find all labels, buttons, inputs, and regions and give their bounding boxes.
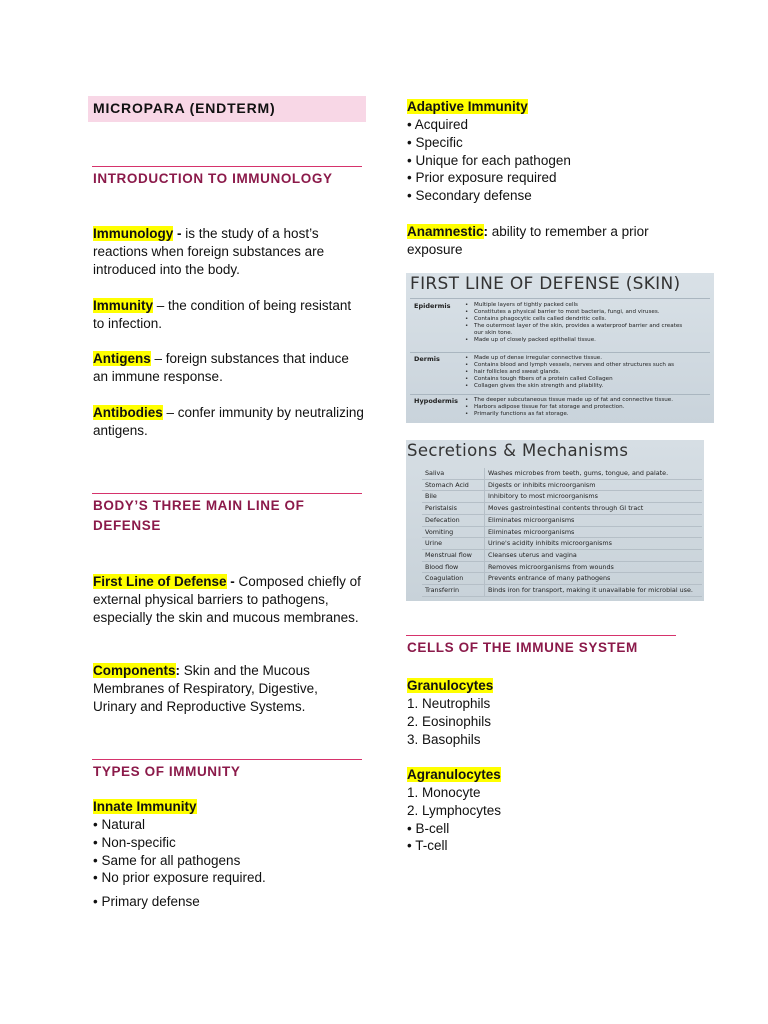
skin-item: • Made up of dense irregular connective tissue. [474, 355, 710, 362]
secretion-mechanism: Prevents entrance of many pathogens [485, 573, 703, 585]
secretion-name: Urine [422, 538, 485, 550]
term-colon: : [175, 663, 180, 678]
adaptive-list [407, 116, 707, 205]
table-row [422, 585, 702, 597]
definition-text: Skin and the Mucous Membranes of Respiratory, Digestive, Urinary and Reproductive Systems. [93, 663, 318, 714]
list-item: • Acquired [407, 117, 469, 132]
granulocytes-block [407, 677, 687, 748]
skin-item: • Collagen gives the skin strength and pliability. [474, 383, 710, 390]
secretion-mechanism: Inhibitory to most microorganisms [485, 491, 703, 503]
table-row [422, 503, 702, 515]
secretion-mechanism: Washes microbes from teeth, gums, tongue, and palate. [485, 468, 703, 479]
skin-item: • Multiple layers of tightly packed cells [474, 302, 710, 309]
secretions-image [406, 440, 704, 601]
section-heading-defense: BODY’S THREE MAIN LINE OF DEFENSE [93, 498, 305, 533]
term-antibodies: Antibodies [93, 405, 163, 420]
secretion-mechanism: Urine's acidity inhibits microorganisms [485, 538, 703, 550]
skin-item: • Made up of closely packed epithelial tissue. [474, 337, 710, 344]
secretion-mechanism: Binds iron for transport, making it unavailable for microbial use. [485, 585, 703, 597]
list-item: 1. Neutrophils [407, 696, 491, 711]
skin-row-epidermis [410, 298, 710, 353]
term-dash: - [173, 226, 182, 241]
definition-text: – confer immunity by neutralizing antigens. [93, 405, 364, 438]
secretion-mechanism: Cleanses uterus and vagina [485, 549, 703, 561]
table-row [422, 514, 702, 526]
term-adaptive-immunity: Adaptive Immunity [407, 99, 528, 114]
list-item: • Unique for each pathogen [407, 152, 571, 168]
list-item: 3. Basophils [407, 731, 481, 747]
definition-text: – the condition of being resistant to infection. [93, 298, 352, 331]
list-item: • No prior exposure required. [93, 870, 266, 886]
secretion-name: Blood flow [422, 561, 485, 573]
definition-antibodies [93, 404, 365, 440]
skin-item: • Primarily functions as fat storage. [474, 411, 710, 418]
definition-antigens [93, 350, 365, 386]
skin-row-dermis [410, 352, 710, 395]
secretion-name: Defecation [422, 514, 485, 526]
skin-item: our skin tone. [474, 330, 513, 336]
definition-text: ability to remember a prior exposure [407, 224, 649, 257]
term-immunity: Immunity [93, 298, 154, 313]
skin-row-hypodermis [410, 394, 710, 422]
secretion-mechanism: Eliminates microorganisms [485, 526, 703, 538]
section-divider [92, 493, 362, 494]
agranulocytes-block [407, 766, 687, 855]
table-row [422, 573, 702, 585]
secretion-name: Bile [422, 491, 485, 503]
innate-immunity-block [93, 798, 365, 911]
secretion-mechanism: Eliminates microorganisms [485, 514, 703, 526]
definition-text: Composed chiefly of external physical barriers to pathogens, especially the skin and mucous membranes. [93, 574, 361, 625]
term-agranulocytes: Agranulocytes [407, 767, 501, 782]
secretion-mechanism: Moves gastrointestinal contents through GI tract [485, 503, 703, 515]
definition-components [93, 662, 365, 716]
list-item: 2. Lymphocytes [407, 802, 502, 818]
secretion-name: Coagulation [422, 573, 485, 585]
skin-row-items [474, 302, 710, 344]
definition-text: is the study of a host’s reactions when foreign substances are introduced into the body. [93, 226, 325, 277]
list-item: • Specific [407, 134, 463, 150]
document-title-box [88, 96, 366, 122]
definition-text: – foreign substances that induce an immune response. [93, 351, 349, 384]
secretion-name: Peristalsis [422, 503, 485, 515]
secretion-name: Saliva [422, 468, 485, 479]
skin-row-label: Hypodermis [414, 397, 458, 405]
skin-item: • Contains tough fibers of a protein called Collagen [474, 376, 710, 383]
table-row [422, 491, 702, 503]
secretions-image-title: Secretions & Mechanisms [407, 441, 629, 460]
table-row [422, 479, 702, 491]
list-item: 1. Monocyte [407, 785, 481, 800]
skin-defense-image [406, 273, 714, 423]
skin-item: • hair follicles and sweat glands. [474, 369, 710, 376]
list-item: 2. Eosinophils [407, 713, 492, 729]
granulocytes-list [407, 695, 687, 748]
table-row [422, 561, 702, 573]
list-item: • Prior exposure required [407, 170, 557, 186]
secretion-name: Transferrin [422, 585, 485, 597]
skin-image-title: FIRST LINE OF DEFENSE (SKIN) [410, 274, 681, 294]
secretion-mechanism: Digests or inhibits microorganism [485, 479, 703, 491]
term-colon: : [483, 224, 489, 239]
secretion-mechanism: Removes microorganisms from wounds [485, 561, 703, 573]
skin-item: • Harbors adipose tissue for fat storage and protection. [474, 404, 710, 411]
section-divider [92, 759, 362, 760]
term-dash: - [226, 574, 235, 589]
secretion-name: Stomach Acid [422, 479, 485, 491]
section-divider [92, 166, 362, 167]
innate-list [93, 816, 365, 911]
skin-row-label: Dermis [414, 355, 440, 363]
table-row [422, 468, 702, 479]
skin-item: • The outermost layer of the skin, provides a waterproof barrier and creates [474, 323, 710, 330]
secretions-table [422, 468, 702, 597]
table-row [422, 526, 702, 538]
term-anamnestic: Anamnestic [407, 224, 484, 239]
list-item: • B-cell [407, 820, 450, 836]
skin-item: • Contains phagocytic cells called dendritic cells. [474, 316, 710, 323]
list-item: • Secondary defense [407, 188, 532, 204]
secretion-name: Vomiting [422, 526, 485, 538]
skin-row-label: Epidermis [414, 302, 451, 310]
term-antigens: Antigens [93, 351, 151, 366]
definition-first-line [93, 573, 365, 627]
list-item: • Natural [93, 817, 145, 832]
skin-row-items [474, 397, 710, 418]
definition-immunology [93, 225, 365, 279]
term-granulocytes: Granulocytes [407, 678, 494, 693]
list-item: • T-cell [407, 838, 448, 854]
table-row [422, 538, 702, 550]
skin-item: • Contains blood and lymph vessels, nerves and other structures such as [474, 362, 710, 369]
agranulocytes-list [407, 784, 687, 855]
term-innate-immunity: Innate Immunity [93, 799, 197, 814]
skin-row-items [474, 355, 710, 390]
term-first-line: First Line of Defense [93, 574, 227, 589]
list-item: • Same for all pathogens [93, 852, 241, 868]
document-title: MICROPARA (ENDTERM) [93, 100, 276, 116]
section-heading-cells: CELLS OF THE IMMUNE SYSTEM [407, 640, 638, 655]
list-item: • Non-specific [93, 834, 176, 850]
table-row [422, 549, 702, 561]
term-components: Components [93, 663, 176, 678]
secretion-name: Menstrual flow [422, 549, 485, 561]
adaptive-immunity-block [407, 98, 707, 205]
list-item: • Primary defense [93, 894, 200, 910]
skin-item: • Constitutes a physical barrier to most bacteria, fungi, and viruses. [474, 309, 710, 316]
section-heading-types: TYPES OF IMMUNITY [93, 764, 241, 779]
term-immunology: Immunology [93, 226, 174, 241]
skin-item: • The deeper subcutaneous tissue made up of fat and connective tissue. [474, 397, 710, 404]
section-heading-intro: INTRODUCTION TO IMMUNOLOGY [93, 171, 333, 186]
section-divider [406, 635, 676, 636]
definition-anamnestic [407, 223, 687, 259]
definition-immunity [93, 297, 365, 333]
